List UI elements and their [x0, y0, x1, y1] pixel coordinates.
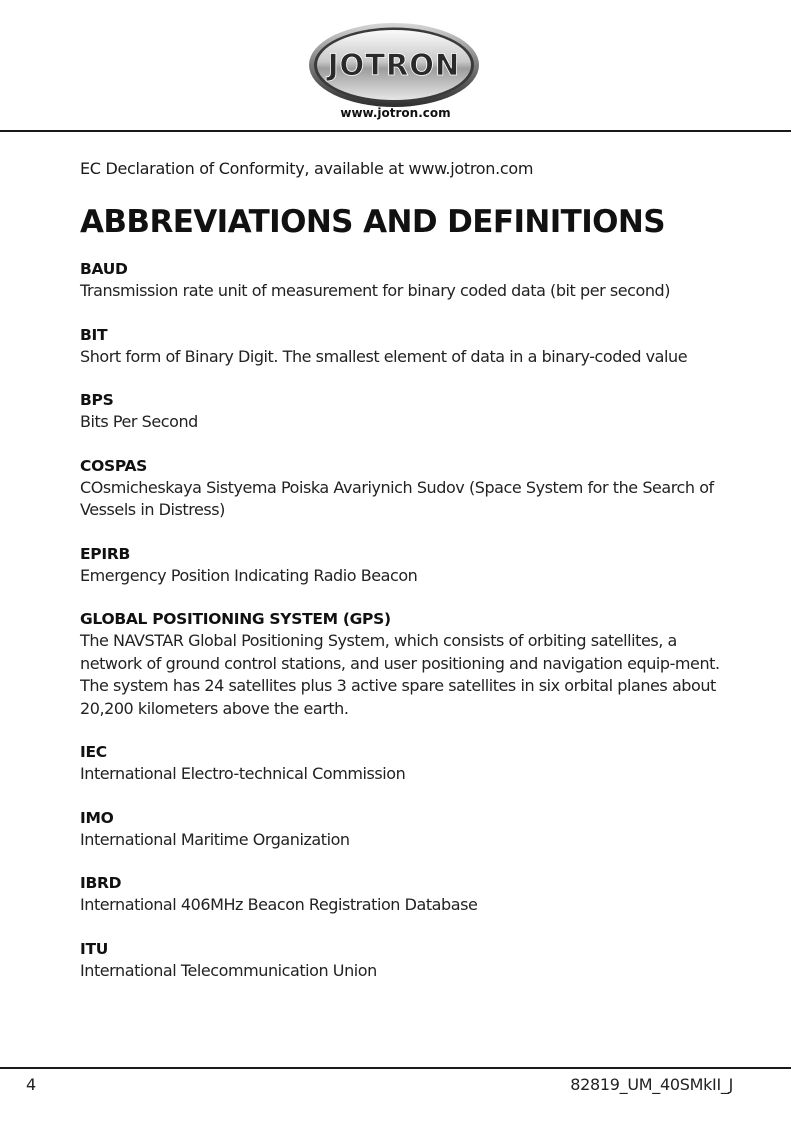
definition-entry	[80, 938, 730, 983]
definition-entry	[80, 608, 730, 720]
definition-term: ITU	[80, 939, 109, 958]
definition-text: International 406MHz Beacon Registration Database	[80, 895, 478, 914]
definition-text: Short form of Binary Digit. The smallest element of data in a binary-coded value	[80, 346, 688, 366]
page-header	[0, 0, 791, 132]
definition-text: The NAVSTAR Global Positioning System, which consists of orbiting satellites, a network of ground control stations, and user positioning and navigation equip-ment. The system has 24 satellites plus 3 active spare satellites in six orbital planes about 20,200 kilometers above the earth.	[80, 631, 720, 718]
definition-text: Bits Per Second	[80, 412, 198, 431]
definition-entry	[80, 741, 730, 786]
definition-term: EPIRB	[80, 544, 130, 563]
definition-term: IBRD	[80, 874, 122, 892]
logo-wordmark: JOTRON	[327, 48, 461, 82]
definition-term: GLOBAL POSITIONING SYSTEM (GPS)	[80, 610, 391, 628]
definition-entry	[80, 807, 730, 852]
definition-text: International Electro-technical Commission	[80, 764, 406, 783]
jotron-logo	[308, 22, 480, 108]
definition-term: BPS	[80, 391, 114, 409]
definition-entry	[80, 258, 730, 303]
definition-text: COsmicheskaya Sistyema Poiska Avariynich Sudov (Space System for the Search of Vessels in Distress)	[80, 477, 714, 519]
definition-term: COSPAS	[80, 456, 148, 475]
definition-entry	[80, 324, 730, 369]
header-divider	[0, 130, 791, 132]
definition-entry	[80, 455, 730, 522]
definition-term: BIT	[80, 325, 108, 344]
definition-entry	[80, 389, 730, 434]
definition-entry	[80, 543, 730, 588]
definition-text: Emergency Position Indicating Radio Beacon	[80, 565, 418, 585]
definition-term: IEC	[80, 743, 107, 761]
definition-text: International Telecommunication Union	[80, 960, 377, 980]
page-content	[80, 156, 730, 1003]
definition-term: IMO	[80, 808, 114, 827]
definition-entry	[80, 872, 730, 917]
footer-divider	[0, 1067, 791, 1069]
definition-text: Transmission rate unit of measurement for binary coded data (bit per second)	[80, 281, 671, 300]
section-title: ABBREVIATIONS AND DEFINITIONS	[80, 204, 665, 240]
document-code: 82819_UM_40SMkII_J	[570, 1075, 733, 1094]
conformity-note: EC Declaration of Conformity, available at www.jotron.com	[80, 159, 534, 178]
website-url: www.jotron.com	[340, 106, 451, 120]
definition-term: BAUD	[80, 260, 128, 278]
page-number: 4	[26, 1075, 37, 1094]
definition-text: International Maritime Organization	[80, 829, 350, 849]
